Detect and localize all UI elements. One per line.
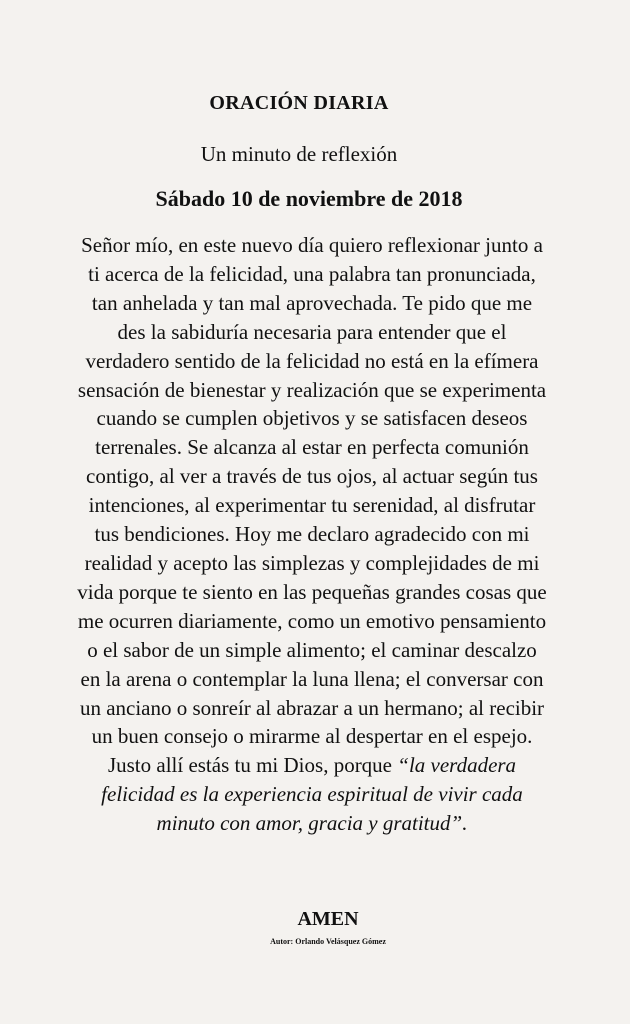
- page-title: ORACIÓN DIARIA: [209, 92, 389, 114]
- prayer-quote: “la verdadera felicidad es la experiencia espiritual de vivir cada minuto con amor, gracia y gratitud”.: [101, 753, 523, 836]
- author-credit: Autor: Orlando Velásquez Gómez: [270, 937, 386, 946]
- prayer-text: Señor mío, en este nuevo día quiero reflexionar junto a ti acerca de la felicidad, una palabra tan pronunciada, tan anhelada y tan mal aprovechada. Te pido que me des la sabiduría necesaria para entender que el verdadero sentido de la felicidad no está en la efímera sensación de bienestar y realización que se experimenta cuando se cumplen objetivos y se satisfacen deseos terrenales. Se alcanza al estar en perfecta comunión contigo, al ver a través de tus ojos, al actuar según tus intenciones, al experimentar tu serenidad, al disfrutar tus bendiciones. Hoy me declaro agradecido con mi realidad y acepto las simplezas y complejidades de mi vida porque te siento en las pequeñas grandes cosas que me ocurren diariamente, como un emotivo pensamiento o el sabor de un simple alimento; el caminar descalzo en la arena o contemplar la luna llena; el conversar con un anciano o sonreír al abrazar a un hermano; al recibir un buen consejo o mirarme al despertar en el espejo. Justo allí estás tu mi Dios, porque: [77, 233, 547, 778]
- page-subtitle: Un minuto de reflexión: [200, 142, 398, 166]
- prayer-date: Sábado 10 de noviembre de 2018: [155, 186, 463, 211]
- closing-amen: AMEN: [297, 908, 359, 930]
- prayer-body: [76, 231, 548, 838]
